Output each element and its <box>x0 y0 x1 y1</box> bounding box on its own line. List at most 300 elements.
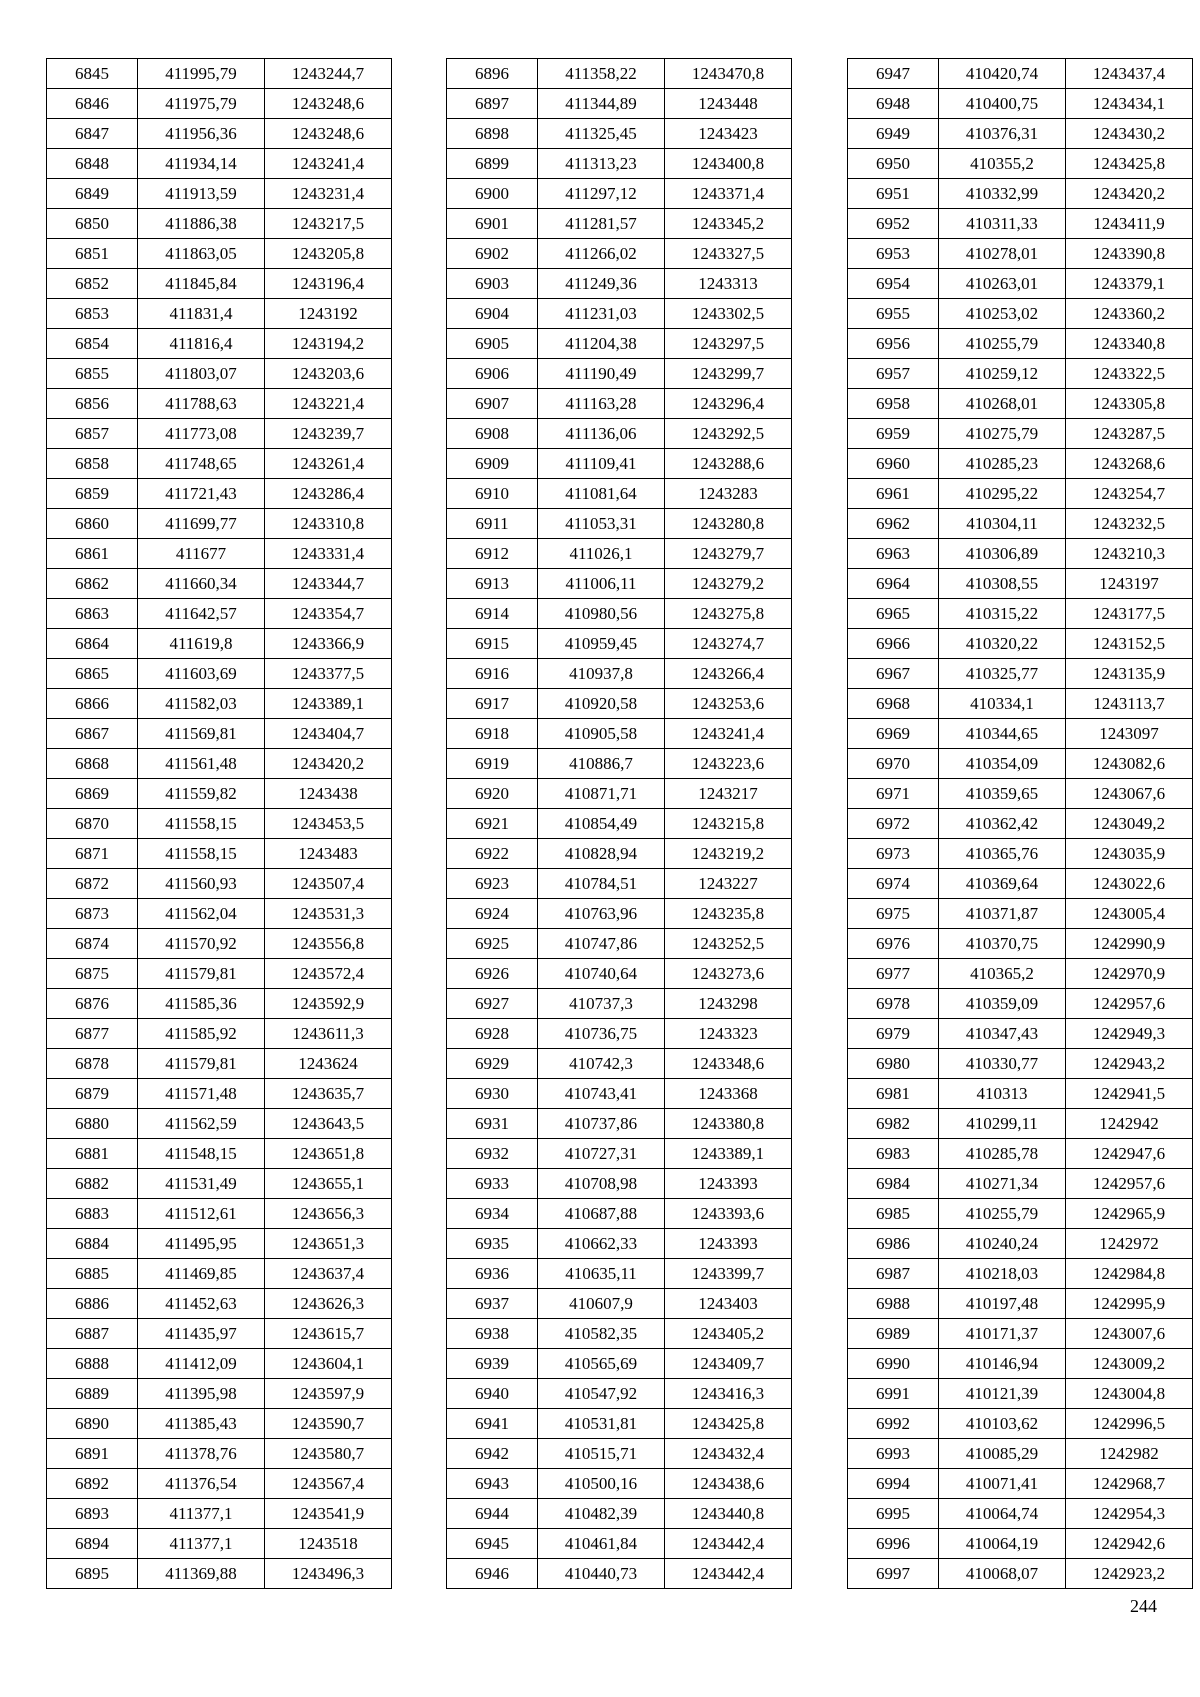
point-number-cell: 6923 <box>447 869 538 899</box>
y-coordinate-cell: 1243434,1 <box>1066 89 1193 119</box>
table-row <box>848 119 1193 149</box>
x-coordinate-cell: 410743,41 <box>538 1079 665 1109</box>
x-coordinate-cell: 411163,28 <box>538 389 665 419</box>
point-number-cell: 6940 <box>447 1379 538 1409</box>
x-coordinate-cell: 410311,33 <box>939 209 1066 239</box>
y-coordinate-cell: 1243590,7 <box>265 1409 392 1439</box>
y-coordinate-cell: 1243611,3 <box>265 1019 392 1049</box>
y-coordinate-cell: 1243425,8 <box>1066 149 1193 179</box>
y-coordinate-cell: 1243440,8 <box>665 1499 792 1529</box>
point-number-cell: 6879 <box>47 1079 138 1109</box>
point-number-cell: 6982 <box>848 1109 939 1139</box>
x-coordinate-cell: 410299,11 <box>939 1109 1066 1139</box>
table-row <box>447 1499 792 1529</box>
y-coordinate-cell: 1243626,3 <box>265 1289 392 1319</box>
y-coordinate-cell: 1243217 <box>665 779 792 809</box>
point-number-cell: 6945 <box>447 1529 538 1559</box>
y-coordinate-cell: 1243292,5 <box>665 419 792 449</box>
y-coordinate-cell: 1242954,3 <box>1066 1499 1193 1529</box>
y-coordinate-cell: 1243423 <box>665 119 792 149</box>
table-row <box>447 1529 792 1559</box>
point-number-cell: 6866 <box>47 689 138 719</box>
point-number-cell: 6972 <box>848 809 939 839</box>
y-coordinate-cell: 1243244,7 <box>265 59 392 89</box>
table-row <box>447 1379 792 1409</box>
x-coordinate-cell: 411358,22 <box>538 59 665 89</box>
table-row <box>447 59 792 89</box>
table-row <box>47 359 392 389</box>
x-coordinate-cell: 411956,36 <box>138 119 265 149</box>
table-row <box>848 1439 1193 1469</box>
point-number-cell: 6909 <box>447 449 538 479</box>
x-coordinate-cell: 411385,43 <box>138 1409 265 1439</box>
table-row <box>447 1289 792 1319</box>
table-row <box>447 419 792 449</box>
y-coordinate-cell: 1243313 <box>665 269 792 299</box>
point-number-cell: 6988 <box>848 1289 939 1319</box>
y-coordinate-cell: 1243205,8 <box>265 239 392 269</box>
point-number-cell: 6987 <box>848 1259 939 1289</box>
table-row <box>848 1349 1193 1379</box>
point-number-cell: 6929 <box>447 1049 538 1079</box>
point-number-cell: 6853 <box>47 299 138 329</box>
point-number-cell: 6942 <box>447 1439 538 1469</box>
point-number-cell: 6947 <box>848 59 939 89</box>
x-coordinate-cell: 411249,36 <box>538 269 665 299</box>
point-number-cell: 6913 <box>447 569 538 599</box>
y-coordinate-cell: 1243283 <box>665 479 792 509</box>
x-coordinate-cell: 410365,76 <box>939 839 1066 869</box>
x-coordinate-cell: 411748,65 <box>138 449 265 479</box>
x-coordinate-cell: 411452,63 <box>138 1289 265 1319</box>
table-row <box>447 359 792 389</box>
y-coordinate-cell: 1243400,8 <box>665 149 792 179</box>
x-coordinate-cell: 411376,54 <box>138 1469 265 1499</box>
y-coordinate-cell: 1243390,8 <box>1066 239 1193 269</box>
table-row <box>47 119 392 149</box>
coordinates-table-3 <box>847 58 1193 1589</box>
y-coordinate-cell: 1243327,5 <box>665 239 792 269</box>
y-coordinate-cell: 1243635,7 <box>265 1079 392 1109</box>
x-coordinate-cell: 410461,84 <box>538 1529 665 1559</box>
point-number-cell: 6865 <box>47 659 138 689</box>
table-row <box>47 1469 392 1499</box>
y-coordinate-cell: 1243430,2 <box>1066 119 1193 149</box>
point-number-cell: 6928 <box>447 1019 538 1049</box>
table-row <box>447 989 792 1019</box>
x-coordinate-cell: 410285,23 <box>939 449 1066 479</box>
table-row <box>447 569 792 599</box>
table-row <box>47 1229 392 1259</box>
x-coordinate-cell: 411582,03 <box>138 689 265 719</box>
table-row <box>848 749 1193 779</box>
x-coordinate-cell: 410315,22 <box>939 599 1066 629</box>
x-coordinate-cell: 410400,75 <box>939 89 1066 119</box>
point-number-cell: 6996 <box>848 1529 939 1559</box>
x-coordinate-cell: 411325,45 <box>538 119 665 149</box>
point-number-cell: 6962 <box>848 509 939 539</box>
table-row <box>47 1109 392 1139</box>
y-coordinate-cell: 1242965,9 <box>1066 1199 1193 1229</box>
point-number-cell: 6864 <box>47 629 138 659</box>
y-coordinate-cell: 1243196,4 <box>265 269 392 299</box>
x-coordinate-cell: 411660,34 <box>138 569 265 599</box>
x-coordinate-cell: 410355,2 <box>939 149 1066 179</box>
x-coordinate-cell: 411788,63 <box>138 389 265 419</box>
x-coordinate-cell: 411559,82 <box>138 779 265 809</box>
y-coordinate-cell: 1243231,4 <box>265 179 392 209</box>
table-row <box>848 239 1193 269</box>
point-number-cell: 6886 <box>47 1289 138 1319</box>
x-coordinate-cell: 411190,49 <box>538 359 665 389</box>
y-coordinate-cell: 1243298 <box>665 989 792 1019</box>
y-coordinate-cell: 1243005,4 <box>1066 899 1193 929</box>
y-coordinate-cell: 1243097 <box>1066 719 1193 749</box>
y-coordinate-cell: 1243331,4 <box>265 539 392 569</box>
point-number-cell: 6981 <box>848 1079 939 1109</box>
y-coordinate-cell: 1243286,4 <box>265 479 392 509</box>
table-row <box>47 659 392 689</box>
x-coordinate-cell: 410359,09 <box>939 989 1066 1019</box>
table-row <box>47 599 392 629</box>
point-number-cell: 6994 <box>848 1469 939 1499</box>
y-coordinate-cell: 1243296,4 <box>665 389 792 419</box>
x-coordinate-cell: 410531,81 <box>538 1409 665 1439</box>
table-row <box>447 749 792 779</box>
x-coordinate-cell: 410365,2 <box>939 959 1066 989</box>
table-row <box>47 449 392 479</box>
point-number-cell: 6911 <box>447 509 538 539</box>
point-number-cell: 6856 <box>47 389 138 419</box>
table-row <box>447 149 792 179</box>
point-number-cell: 6966 <box>848 629 939 659</box>
y-coordinate-cell: 1243470,8 <box>665 59 792 89</box>
x-coordinate-cell: 411204,38 <box>538 329 665 359</box>
table-row <box>848 569 1193 599</box>
table-row <box>47 389 392 419</box>
point-number-cell: 6874 <box>47 929 138 959</box>
x-coordinate-cell: 410920,58 <box>538 689 665 719</box>
point-number-cell: 6862 <box>47 569 138 599</box>
y-coordinate-cell: 1243409,7 <box>665 1349 792 1379</box>
table-row <box>47 719 392 749</box>
point-number-cell: 6848 <box>47 149 138 179</box>
point-number-cell: 6957 <box>848 359 939 389</box>
x-coordinate-cell: 411266,02 <box>538 239 665 269</box>
point-number-cell: 6876 <box>47 989 138 1019</box>
y-coordinate-cell: 1243411,9 <box>1066 209 1193 239</box>
table-row <box>848 1169 1193 1199</box>
y-coordinate-cell: 1243322,5 <box>1066 359 1193 389</box>
table-row <box>447 1139 792 1169</box>
x-coordinate-cell: 410275,79 <box>939 419 1066 449</box>
y-coordinate-cell: 1243274,7 <box>665 629 792 659</box>
point-number-cell: 6897 <box>447 89 538 119</box>
table-row <box>447 479 792 509</box>
point-number-cell: 6914 <box>447 599 538 629</box>
page-number: 244 <box>1130 1596 1157 1616</box>
x-coordinate-cell: 410268,01 <box>939 389 1066 419</box>
y-coordinate-cell: 1243194,2 <box>265 329 392 359</box>
y-coordinate-cell: 1242943,2 <box>1066 1049 1193 1079</box>
table-row <box>848 1559 1193 1589</box>
x-coordinate-cell: 410482,39 <box>538 1499 665 1529</box>
y-coordinate-cell: 1243221,4 <box>265 389 392 419</box>
point-number-cell: 6880 <box>47 1109 138 1139</box>
y-coordinate-cell: 1243393,6 <box>665 1199 792 1229</box>
y-coordinate-cell: 1243437,4 <box>1066 59 1193 89</box>
x-coordinate-cell: 410905,58 <box>538 719 665 749</box>
point-number-cell: 6885 <box>47 1259 138 1289</box>
point-number-cell: 6887 <box>47 1319 138 1349</box>
x-coordinate-cell: 411863,05 <box>138 239 265 269</box>
y-coordinate-cell: 1243217,5 <box>265 209 392 239</box>
y-coordinate-cell: 1243049,2 <box>1066 809 1193 839</box>
table-row <box>447 689 792 719</box>
point-number-cell: 6973 <box>848 839 939 869</box>
y-coordinate-cell: 1243345,2 <box>665 209 792 239</box>
table-row <box>47 989 392 1019</box>
table-row <box>47 329 392 359</box>
x-coordinate-cell: 410359,65 <box>939 779 1066 809</box>
y-coordinate-cell: 1243380,8 <box>665 1109 792 1139</box>
y-coordinate-cell: 1243393 <box>665 1169 792 1199</box>
table-row <box>47 899 392 929</box>
table-row <box>848 389 1193 419</box>
table-row <box>47 1379 392 1409</box>
x-coordinate-cell: 410259,12 <box>939 359 1066 389</box>
point-number-cell: 6919 <box>447 749 538 779</box>
table-row <box>447 1469 792 1499</box>
y-coordinate-cell: 1243453,5 <box>265 809 392 839</box>
x-coordinate-cell: 410440,73 <box>538 1559 665 1589</box>
table-row <box>447 1199 792 1229</box>
y-coordinate-cell: 1243275,8 <box>665 599 792 629</box>
table-row <box>47 629 392 659</box>
x-coordinate-cell: 411560,93 <box>138 869 265 899</box>
point-number-cell: 6930 <box>447 1079 538 1109</box>
table-row <box>848 1079 1193 1109</box>
point-number-cell: 6855 <box>47 359 138 389</box>
point-number-cell: 6992 <box>848 1409 939 1439</box>
table-row <box>47 509 392 539</box>
x-coordinate-cell: 411571,48 <box>138 1079 265 1109</box>
y-coordinate-cell: 1242972 <box>1066 1229 1193 1259</box>
x-coordinate-cell: 410263,01 <box>939 269 1066 299</box>
point-number-cell: 6976 <box>848 929 939 959</box>
x-coordinate-cell: 411026,1 <box>538 539 665 569</box>
x-coordinate-cell: 410330,77 <box>939 1049 1066 1079</box>
table-row <box>47 779 392 809</box>
x-coordinate-cell: 410582,35 <box>538 1319 665 1349</box>
point-number-cell: 6939 <box>447 1349 538 1379</box>
point-number-cell: 6869 <box>47 779 138 809</box>
table-row <box>848 269 1193 299</box>
x-coordinate-cell: 411395,98 <box>138 1379 265 1409</box>
y-coordinate-cell: 1243279,7 <box>665 539 792 569</box>
table-row <box>47 1079 392 1109</box>
x-coordinate-cell: 410071,41 <box>939 1469 1066 1499</box>
table-row <box>848 719 1193 749</box>
y-coordinate-cell: 1243197 <box>1066 569 1193 599</box>
x-coordinate-cell: 410737,86 <box>538 1109 665 1139</box>
point-number-cell: 6916 <box>447 659 538 689</box>
point-number-cell: 6983 <box>848 1139 939 1169</box>
x-coordinate-cell: 411579,81 <box>138 959 265 989</box>
point-number-cell: 6968 <box>848 689 939 719</box>
y-coordinate-cell: 1243448 <box>665 89 792 119</box>
point-number-cell: 6851 <box>47 239 138 269</box>
x-coordinate-cell: 410295,22 <box>939 479 1066 509</box>
y-coordinate-cell: 1243483 <box>265 839 392 869</box>
point-number-cell: 6860 <box>47 509 138 539</box>
table-row <box>447 599 792 629</box>
y-coordinate-cell: 1243067,6 <box>1066 779 1193 809</box>
y-coordinate-cell: 1243354,7 <box>265 599 392 629</box>
y-coordinate-cell: 1243643,5 <box>265 1109 392 1139</box>
table-row <box>47 1049 392 1079</box>
point-number-cell: 6893 <box>47 1499 138 1529</box>
table-row <box>848 689 1193 719</box>
x-coordinate-cell: 410255,79 <box>939 1199 1066 1229</box>
point-number-cell: 6931 <box>447 1109 538 1139</box>
table-row <box>47 239 392 269</box>
table-row <box>47 749 392 779</box>
point-number-cell: 6933 <box>447 1169 538 1199</box>
point-number-cell: 6980 <box>848 1049 939 1079</box>
y-coordinate-cell: 1243305,8 <box>1066 389 1193 419</box>
x-coordinate-cell: 410068,07 <box>939 1559 1066 1589</box>
y-coordinate-cell: 1243399,7 <box>665 1259 792 1289</box>
y-coordinate-cell: 1243252,5 <box>665 929 792 959</box>
point-number-cell: 6977 <box>848 959 939 989</box>
point-number-cell: 6905 <box>447 329 538 359</box>
table-row <box>47 569 392 599</box>
y-coordinate-cell: 1243438 <box>265 779 392 809</box>
x-coordinate-cell: 410828,94 <box>538 839 665 869</box>
table-row <box>447 1049 792 1079</box>
y-coordinate-cell: 1243379,1 <box>1066 269 1193 299</box>
table-row <box>848 869 1193 899</box>
point-number-cell: 6991 <box>848 1379 939 1409</box>
point-number-cell: 6867 <box>47 719 138 749</box>
point-number-cell: 6907 <box>447 389 538 419</box>
y-coordinate-cell: 1243266,4 <box>665 659 792 689</box>
x-coordinate-cell: 410742,3 <box>538 1049 665 1079</box>
x-coordinate-cell: 410736,75 <box>538 1019 665 1049</box>
y-coordinate-cell: 1243572,4 <box>265 959 392 989</box>
point-number-cell: 6955 <box>848 299 939 329</box>
table-row <box>848 149 1193 179</box>
table-row <box>447 929 792 959</box>
point-number-cell: 6890 <box>47 1409 138 1439</box>
table-row <box>848 449 1193 479</box>
x-coordinate-cell: 410240,24 <box>939 1229 1066 1259</box>
table-row <box>848 329 1193 359</box>
point-number-cell: 6944 <box>447 1499 538 1529</box>
table-row <box>447 449 792 479</box>
y-coordinate-cell: 1243531,3 <box>265 899 392 929</box>
x-coordinate-cell: 411297,12 <box>538 179 665 209</box>
y-coordinate-cell: 1243389,1 <box>665 1139 792 1169</box>
point-number-cell: 6950 <box>848 149 939 179</box>
point-number-cell: 6949 <box>848 119 939 149</box>
point-number-cell: 6993 <box>848 1439 939 1469</box>
point-number-cell: 6877 <box>47 1019 138 1049</box>
x-coordinate-cell: 410607,9 <box>538 1289 665 1319</box>
y-coordinate-cell: 1243403 <box>665 1289 792 1319</box>
point-number-cell: 6852 <box>47 269 138 299</box>
x-coordinate-cell: 410708,98 <box>538 1169 665 1199</box>
table-row <box>848 929 1193 959</box>
x-coordinate-cell: 410763,96 <box>538 899 665 929</box>
point-number-cell: 6896 <box>447 59 538 89</box>
table-row <box>447 959 792 989</box>
point-number-cell: 6906 <box>447 359 538 389</box>
table-row <box>47 89 392 119</box>
x-coordinate-cell: 410687,88 <box>538 1199 665 1229</box>
table-row <box>447 659 792 689</box>
y-coordinate-cell: 1242995,9 <box>1066 1289 1193 1319</box>
y-coordinate-cell: 1243007,6 <box>1066 1319 1193 1349</box>
table-row <box>47 179 392 209</box>
x-coordinate-cell: 411081,64 <box>538 479 665 509</box>
point-number-cell: 6854 <box>47 329 138 359</box>
table-row <box>848 209 1193 239</box>
x-coordinate-cell: 410565,69 <box>538 1349 665 1379</box>
table-row <box>47 209 392 239</box>
x-coordinate-cell: 410285,78 <box>939 1139 1066 1169</box>
point-number-cell: 6859 <box>47 479 138 509</box>
y-coordinate-cell: 1243268,6 <box>1066 449 1193 479</box>
table-row <box>47 809 392 839</box>
x-coordinate-cell: 411570,92 <box>138 929 265 959</box>
y-coordinate-cell: 1243232,5 <box>1066 509 1193 539</box>
x-coordinate-cell: 410369,64 <box>939 869 1066 899</box>
point-number-cell: 6943 <box>447 1469 538 1499</box>
x-coordinate-cell: 411913,59 <box>138 179 265 209</box>
table-row <box>848 629 1193 659</box>
table-row <box>47 929 392 959</box>
point-number-cell: 6878 <box>47 1049 138 1079</box>
point-number-cell: 6937 <box>447 1289 538 1319</box>
y-coordinate-cell: 1243135,9 <box>1066 659 1193 689</box>
point-number-cell: 6958 <box>848 389 939 419</box>
point-number-cell: 6951 <box>848 179 939 209</box>
point-number-cell: 6922 <box>447 839 538 869</box>
point-number-cell: 6892 <box>47 1469 138 1499</box>
table-row <box>447 89 792 119</box>
y-coordinate-cell: 1243507,4 <box>265 869 392 899</box>
x-coordinate-cell: 410197,48 <box>939 1289 1066 1319</box>
y-coordinate-cell: 1243541,9 <box>265 1499 392 1529</box>
y-coordinate-cell: 1243203,6 <box>265 359 392 389</box>
table-row <box>848 989 1193 1019</box>
point-number-cell: 6995 <box>848 1499 939 1529</box>
x-coordinate-cell: 411934,14 <box>138 149 265 179</box>
table-row <box>47 539 392 569</box>
point-number-cell: 6960 <box>848 449 939 479</box>
point-number-cell: 6863 <box>47 599 138 629</box>
y-coordinate-cell: 1242957,6 <box>1066 989 1193 1019</box>
table-row <box>848 809 1193 839</box>
y-coordinate-cell: 1243239,7 <box>265 419 392 449</box>
x-coordinate-cell: 411677 <box>138 539 265 569</box>
table-row <box>848 959 1193 989</box>
y-coordinate-cell: 1243651,8 <box>265 1139 392 1169</box>
table-row <box>47 689 392 719</box>
point-number-cell: 6953 <box>848 239 939 269</box>
